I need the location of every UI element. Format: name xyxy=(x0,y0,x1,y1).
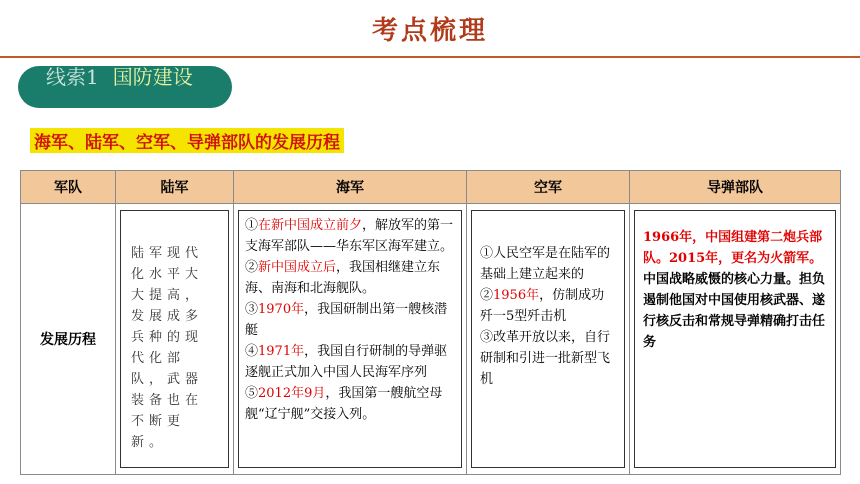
item-number: ⑤ xyxy=(245,386,259,401)
item-highlight: 1971年 xyxy=(258,344,305,359)
list-item xyxy=(480,327,616,390)
item-text: ，我国研制出第一艘核潜艇 xyxy=(245,302,448,338)
development-table xyxy=(20,170,841,475)
topic-name: 国防建设 xyxy=(112,65,193,89)
topic-label: 线索1 xyxy=(46,65,99,89)
army-text: 陆军现代化水平大大提高，发展成多兵种的现代化部队，武器装备也在不断更新。 xyxy=(120,210,229,468)
list-item xyxy=(245,257,455,299)
item-highlight: 新中国成立后 xyxy=(258,260,337,275)
item-number: ④ xyxy=(245,344,259,359)
item-highlight: 在新中国成立前夕 xyxy=(258,218,363,233)
item-highlight: 2012年9月 xyxy=(258,386,326,401)
item-highlight: 1970年 xyxy=(258,302,305,317)
table-row xyxy=(21,204,841,475)
army-cell xyxy=(116,204,234,475)
item-number: ② xyxy=(480,288,494,303)
title-divider xyxy=(0,56,860,58)
missile-body: 中国战略威慑的核心力量。担负遏制他国对中国使用核武器、遂行核反击和常规导弹精确打击任务 xyxy=(643,272,826,350)
item-number: ② xyxy=(245,260,259,275)
section-subtitle: 海军、陆军、空军、导弹部队的发展历程 xyxy=(30,128,344,153)
list-item xyxy=(480,285,616,327)
item-text: 改革开放以来，自行研制和引进一批新型飞机 xyxy=(480,330,611,387)
item-text: 人民空军是在陆军的基础上建立起来的 xyxy=(480,246,611,282)
topic-pill-text xyxy=(46,66,211,88)
missile-cell xyxy=(630,204,841,475)
item-text: ，解放军的第一支海军部队——华东军区海军建立。 xyxy=(245,218,454,254)
list-item xyxy=(480,243,616,285)
col-header: 导弹部队 xyxy=(630,171,841,204)
page-title: 考点梳理 xyxy=(371,16,488,46)
item-number: ① xyxy=(480,246,494,261)
missile-highlight: 1966年，中国组建第二炮兵部队。2015年，更名为火箭军。 xyxy=(643,230,823,266)
item-number: ① xyxy=(245,218,259,233)
list-item xyxy=(245,215,455,257)
item-highlight: 1956年 xyxy=(493,288,540,303)
missile-text xyxy=(634,210,836,468)
navy-list xyxy=(238,210,462,468)
navy-cell xyxy=(234,204,467,475)
list-item xyxy=(245,383,455,425)
col-header: 军队 xyxy=(21,171,116,204)
air-cell xyxy=(467,204,630,475)
item-text: ，我国相继建立东海、南海和北海舰队。 xyxy=(245,260,441,296)
list-item xyxy=(245,299,455,341)
list-item xyxy=(245,341,455,383)
item-text: ，我国自行研制的导弹驱逐舰正式加入中国人民海军序列 xyxy=(245,344,448,380)
table-header-row xyxy=(21,171,841,204)
air-list xyxy=(471,210,625,468)
col-header: 空军 xyxy=(467,171,630,204)
item-number: ③ xyxy=(245,302,259,317)
row-label: 发展历程 xyxy=(21,204,116,475)
item-number: ③ xyxy=(480,330,494,345)
item-text: ，仿制成功歼一5型歼击机 xyxy=(480,288,605,324)
col-header: 海军 xyxy=(234,171,467,204)
col-header: 陆军 xyxy=(116,171,234,204)
item-text: ，我国第一艘航空母舰“辽宁舰”交接入列。 xyxy=(245,386,443,422)
